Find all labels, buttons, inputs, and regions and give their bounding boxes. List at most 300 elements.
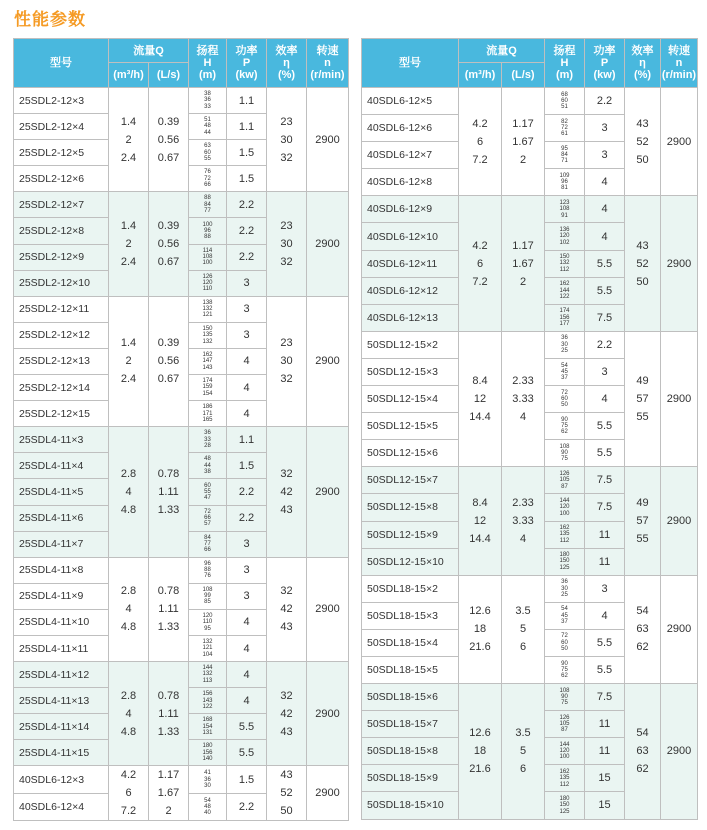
head-value: 147: [202, 358, 213, 365]
head-cell: [545, 684, 585, 711]
flow-m3h-value: 2: [125, 238, 132, 251]
head-value: 108: [202, 253, 213, 260]
head-value: 54: [204, 797, 211, 804]
flow-ls-value: 0.39: [157, 220, 180, 233]
flow-m3h-value: 4.8: [120, 725, 137, 738]
head-value: 66: [204, 181, 211, 188]
head-cell: [189, 714, 227, 740]
flow-unit-m3h-header: [109, 63, 149, 88]
efficiency-value: 43: [636, 117, 649, 130]
flow-m3h-value: 4.8: [120, 621, 137, 634]
power-cell: 4: [585, 602, 625, 629]
head-value: 138: [202, 299, 213, 306]
head-cell: [545, 792, 585, 819]
head-value: 180: [559, 552, 570, 559]
power-cell: 11: [585, 521, 625, 548]
flow-ls-value: 0.67: [157, 373, 180, 386]
flow-m3h-value: 6: [125, 787, 132, 800]
head-cell: [545, 304, 585, 331]
head-value: 95: [204, 625, 211, 632]
power-cell: 1.5: [227, 766, 267, 794]
flow-ls-cell: [502, 331, 545, 466]
power-cell: 3: [585, 142, 625, 169]
model-cell: 25SDL4-11×4: [14, 453, 109, 479]
head-value: 62: [561, 429, 568, 436]
head-value: 51: [204, 117, 211, 124]
head-cell: [545, 142, 585, 169]
head-value: 150: [559, 802, 570, 809]
table-row: [362, 575, 698, 602]
head-cell: [545, 413, 585, 440]
head-cell: [545, 331, 585, 358]
head-value: 30: [204, 782, 211, 789]
head-value: 60: [561, 395, 568, 402]
model-cell: 25SDL4-11×11: [14, 635, 109, 661]
head-value: 171: [202, 410, 213, 417]
flow-m3h-cell: [459, 331, 502, 466]
head-value: 121: [202, 645, 213, 652]
model-cell: 50SDL18-15×4: [362, 629, 459, 656]
efficiency-cell: [267, 296, 307, 426]
head-value: 60: [561, 639, 568, 646]
flow-ls-value: 0.78: [157, 585, 180, 598]
head-value: 33: [204, 436, 211, 443]
model-cell: 50SDL12-15×6: [362, 440, 459, 467]
head-cell: [189, 479, 227, 505]
head-value: 87: [561, 727, 568, 734]
efficiency-header-line: (%): [633, 69, 652, 81]
flow-m3h-value: 4.8: [120, 503, 137, 516]
flow-ls-value: 0.78: [157, 689, 180, 702]
head-value: 144: [559, 741, 570, 748]
flow-ls-value: 0.78: [157, 467, 180, 480]
head-value: 48: [204, 123, 211, 130]
efficiency-value: 42: [280, 485, 293, 498]
efficiency-cell: [625, 467, 661, 575]
flow-m3h-value: 8.4: [472, 375, 488, 388]
model-cell: 50SDL18-15×6: [362, 684, 459, 711]
flow-unit-label: (m³/h): [464, 69, 496, 81]
flow-ls-value: 2: [519, 153, 527, 166]
head-header-line: H: [203, 57, 212, 69]
head-value: 113: [202, 677, 213, 684]
model-cell: 40SDL6-12×4: [14, 793, 109, 821]
head-value: 45: [561, 368, 568, 375]
flow-ls-value: 1.67: [512, 257, 534, 270]
head-value: 108: [559, 443, 570, 450]
head-cell: [545, 467, 585, 494]
model-cell: 40SDL6-12×13: [362, 304, 459, 331]
flow-m3h-value: 2.4: [120, 373, 137, 386]
model-cell: 25SDL4-11×13: [14, 688, 109, 714]
head-value: 132: [202, 671, 213, 678]
efficiency-value: 32: [280, 467, 293, 480]
head-value: 36: [561, 335, 568, 342]
model-cell: 40SDL6-12×10: [362, 223, 459, 250]
table-row: [362, 331, 698, 358]
model-cell: 25SDL2-12×8: [14, 218, 109, 244]
head-value: 121: [202, 312, 213, 319]
efficiency-value: 50: [636, 153, 649, 166]
head-value: 75: [561, 456, 568, 463]
head-header: [189, 39, 227, 88]
model-cell: 40SDL6-12×7: [362, 142, 459, 169]
speed-header-line: 转速: [316, 45, 339, 57]
head-value: 120: [559, 748, 570, 755]
efficiency-value: 55: [636, 533, 649, 545]
flow-unit-ls-header: [149, 63, 189, 88]
efficiency-value: 52: [636, 257, 649, 270]
flow-m3h-value: 1.4: [120, 220, 137, 233]
model-cell: 50SDL12-15×5: [362, 413, 459, 440]
head-value: 135: [559, 775, 570, 782]
flow-m3h-value: 2: [125, 355, 132, 368]
flow-m3h-value: 14.4: [469, 411, 491, 424]
head-value: 143: [202, 364, 213, 371]
head-cell: [545, 765, 585, 792]
efficiency-value: 32: [280, 373, 293, 386]
table-row: [362, 684, 698, 711]
head-value: 154: [202, 390, 213, 397]
flow-ls-value: 1.33: [157, 503, 180, 516]
head-cell: [189, 375, 227, 401]
head-value: 136: [559, 227, 570, 234]
model-cell: 25SDL2-12×12: [14, 322, 109, 348]
power-header: [585, 39, 625, 88]
head-cell: [189, 114, 227, 140]
head-value: 36: [204, 97, 211, 104]
head-value: 150: [559, 254, 570, 261]
flow-ls-value: 2: [519, 275, 527, 288]
speed-header: [661, 39, 698, 88]
head-value: 90: [561, 693, 568, 700]
head-value: 100: [559, 510, 570, 517]
power-cell: 2.2: [227, 244, 267, 270]
efficiency-cell: [267, 427, 307, 557]
head-value: 54: [561, 606, 568, 613]
power-cell: 5.5: [585, 277, 625, 304]
power-cell: 15: [585, 792, 625, 819]
power-cell: 3: [227, 270, 267, 296]
head-value: 77: [204, 540, 211, 547]
model-cell: 50SDL18-15×9: [362, 765, 459, 792]
power-header-line: P: [242, 57, 251, 69]
power-cell: 3: [585, 358, 625, 385]
power-cell: 4: [227, 688, 267, 714]
head-cell: [545, 277, 585, 304]
table-row: [362, 196, 698, 223]
model-cell: 40SDL6-12×11: [362, 250, 459, 277]
efficiency-value: 54: [636, 605, 649, 618]
flow-ls-cell: [149, 192, 189, 296]
power-cell: 3: [585, 115, 625, 142]
head-value: 126: [202, 273, 213, 280]
efficiency-value: 43: [280, 503, 293, 516]
flow-unit-ls-header: [502, 63, 545, 88]
flow-ls-value: 5: [519, 623, 527, 636]
head-header-line: 扬程: [196, 45, 219, 57]
efficiency-cell: [625, 331, 661, 466]
power-cell: 7.5: [585, 494, 625, 521]
head-value: 85: [204, 599, 211, 606]
power-cell: 4: [227, 375, 267, 401]
head-value: 162: [559, 281, 570, 288]
power-cell: 2.2: [227, 505, 267, 531]
performance-table-left: [13, 38, 349, 821]
power-cell: 2.2: [227, 192, 267, 218]
head-value: 100: [202, 221, 213, 228]
flow-m3h-value: 18: [473, 623, 487, 636]
model-cell: 25SDL4-11×6: [14, 505, 109, 531]
head-cell: [545, 440, 585, 467]
flow-unit-label: (L/s): [156, 69, 181, 81]
speed-header-line: (r/min): [661, 69, 697, 81]
flow-ls-value: 1.33: [157, 725, 180, 738]
flow-ls-cell: [149, 88, 189, 192]
head-value: 76: [204, 169, 211, 176]
model-cell: 50SDL12-15×4: [362, 386, 459, 413]
power-cell: 7.5: [585, 304, 625, 331]
power-cell: 2.2: [227, 218, 267, 244]
head-value: 60: [204, 149, 211, 156]
power-header-line: 功率: [235, 45, 258, 57]
head-value: 114: [202, 247, 213, 254]
head-cell: [189, 270, 227, 296]
head-value: 48: [204, 456, 211, 463]
efficiency-cell: [267, 88, 307, 192]
efficiency-value: 62: [636, 641, 649, 654]
efficiency-value: 43: [280, 769, 293, 782]
power-header-line: (kw): [593, 69, 616, 81]
flow-ls-cell: [149, 766, 189, 821]
efficiency-value: 32: [280, 256, 293, 269]
flow-ls-value: 2: [165, 805, 172, 818]
efficiency-value: 42: [280, 707, 293, 720]
head-value: 63: [204, 143, 211, 150]
flow-m3h-cell: [459, 575, 502, 683]
efficiency-header: [267, 39, 307, 88]
model-header-label: 型号: [50, 57, 72, 69]
power-cell: 15: [585, 765, 625, 792]
head-value: 72: [561, 633, 568, 640]
efficiency-cell: [625, 684, 661, 819]
flow-m3h-value: 2.4: [120, 151, 137, 164]
flow-header: [459, 39, 545, 63]
flow-ls-value: 1.17: [512, 239, 534, 252]
speed-header-line: (r/min): [310, 69, 345, 81]
flow-m3h-cell: [109, 192, 149, 296]
head-value: 30: [561, 341, 568, 348]
flow-m3h-value: 6: [476, 135, 484, 148]
efficiency-value: 52: [280, 787, 293, 800]
head-value: 120: [559, 504, 570, 511]
head-value: 57: [204, 521, 211, 528]
power-cell: 3: [227, 557, 267, 583]
head-cell: [189, 583, 227, 609]
power-cell: 3: [227, 583, 267, 609]
head-value: 44: [204, 129, 211, 136]
power-cell: 11: [585, 711, 625, 738]
model-cell: 25SDL2-12×10: [14, 270, 109, 296]
head-cell: [545, 602, 585, 629]
efficiency-value: 30: [280, 355, 293, 368]
flow-ls-cell: [149, 557, 189, 661]
head-cell: [545, 548, 585, 575]
efficiency-cell: [267, 662, 307, 766]
efficiency-value: 62: [636, 763, 649, 776]
model-cell: 25SDL4-11×8: [14, 557, 109, 583]
flow-m3h-value: 2.8: [120, 585, 137, 598]
power-cell: 5.5: [585, 250, 625, 277]
head-value: 90: [561, 416, 568, 423]
flow-m3h-value: 2.4: [120, 256, 137, 269]
head-value: 132: [202, 639, 213, 646]
table-row: [14, 662, 349, 688]
head-cell: [545, 656, 585, 683]
model-cell: 50SDL18-15×2: [362, 575, 459, 602]
speed-cell: [307, 88, 349, 192]
model-cell: 50SDL12-15×10: [362, 548, 459, 575]
flow-ls-value: 1.11: [158, 485, 179, 498]
efficiency-cell: [625, 196, 661, 331]
flow-m3h-value: 4: [125, 485, 132, 498]
flow-m3h-value: 18: [473, 745, 487, 758]
head-value: 110: [202, 286, 213, 293]
head-value: 61: [561, 131, 568, 138]
head-value: 36: [561, 579, 568, 586]
head-value: 55: [204, 155, 211, 162]
head-value: 165: [202, 416, 213, 423]
efficiency-value: 49: [636, 375, 649, 388]
efficiency-value: 57: [636, 515, 649, 527]
model-cell: 25SDL4-11×10: [14, 609, 109, 635]
head-cell: [545, 575, 585, 602]
power-header: [227, 39, 267, 88]
head-value: 72: [204, 175, 211, 182]
head-value: 122: [559, 293, 570, 300]
efficiency-header-line: η: [639, 57, 646, 69]
flow-m3h-cell: [459, 88, 502, 196]
head-value: 159: [202, 384, 213, 391]
model-cell: 40SDL6-12×3: [14, 766, 109, 794]
speed-value: 2900: [315, 133, 340, 146]
performance-table-right: [361, 38, 698, 820]
head-cell: [189, 635, 227, 661]
head-value: 87: [561, 483, 568, 490]
model-cell: 25SDL4-11×9: [14, 583, 109, 609]
model-cell: 50SDL12-15×2: [362, 331, 459, 358]
efficiency-value: 50: [636, 275, 649, 288]
head-value: 150: [202, 325, 213, 332]
head-value: 55: [204, 488, 211, 495]
flow-m3h-cell: [109, 427, 149, 557]
flow-m3h-cell: [109, 662, 149, 766]
power-cell: 4: [585, 196, 625, 223]
head-value: 105: [559, 477, 570, 484]
flow-ls-value: 0.56: [157, 133, 180, 146]
head-value: 75: [561, 700, 568, 707]
head-value: 112: [559, 537, 570, 544]
efficiency-value: 63: [636, 745, 649, 758]
head-cell: [189, 609, 227, 635]
power-cell: 1.5: [227, 140, 267, 166]
head-value: 109: [559, 172, 570, 179]
head-value: 38: [204, 469, 211, 475]
flow-ls-cell: [149, 662, 189, 766]
power-cell: 1.5: [227, 166, 267, 192]
power-cell: 4: [227, 401, 267, 427]
model-header-label: 型号: [399, 57, 421, 69]
efficiency-value: 63: [636, 623, 649, 636]
flow-m3h-value: 1.4: [120, 337, 137, 350]
model-cell: 25SDL2-12×4: [14, 114, 109, 140]
flow-ls-cell: [502, 684, 545, 819]
head-value: 88: [204, 567, 211, 574]
flow-m3h-value: 4.2: [472, 117, 488, 130]
head-value: 102: [559, 239, 570, 246]
head-value: 143: [202, 697, 213, 704]
power-cell: 7.5: [585, 467, 625, 494]
head-value: 91: [561, 212, 568, 219]
head-cell: [189, 218, 227, 244]
head-value: 25: [561, 591, 568, 598]
flow-ls-value: 1.67: [157, 787, 180, 800]
flow-m3h-value: 4: [125, 603, 132, 616]
head-value: 180: [559, 796, 570, 803]
efficiency-header: [625, 39, 661, 88]
table-row: [14, 192, 349, 218]
flow-ls-value: 3.5: [515, 727, 531, 740]
power-cell: 1.1: [227, 114, 267, 140]
efficiency-value: 32: [280, 585, 293, 598]
head-value: 174: [559, 308, 570, 315]
head-value: 77: [204, 208, 211, 215]
head-value: 48: [204, 804, 211, 811]
head-header-line: (m): [198, 69, 217, 81]
flow-ls-value: 0.56: [157, 238, 180, 251]
head-cell: [545, 521, 585, 548]
power-cell: 4: [227, 609, 267, 635]
head-value: 150: [559, 558, 570, 565]
speed-cell: [661, 467, 698, 575]
head-cell: [189, 688, 227, 714]
flow-m3h-value: 8.4: [472, 497, 488, 509]
model-cell: 40SDL6-12×8: [362, 169, 459, 196]
efficiency-value: 55: [636, 411, 649, 424]
header-row: [362, 39, 698, 63]
speed-cell: [307, 662, 349, 766]
efficiency-value: 30: [280, 238, 293, 251]
flow-ls-value: 6: [519, 763, 527, 776]
power-cell: 3: [227, 322, 267, 348]
flow-ls-value: 3.33: [512, 393, 534, 406]
flow-m3h-cell: [459, 684, 502, 819]
head-value: 62: [561, 673, 568, 680]
head-value: 47: [204, 495, 211, 502]
head-value: 162: [202, 352, 213, 359]
power-cell: 11: [585, 738, 625, 765]
head-cell: [189, 244, 227, 270]
head-value: 112: [559, 266, 570, 273]
head-value: 72: [561, 124, 568, 131]
head-value: 84: [561, 152, 568, 159]
head-value: 144: [559, 498, 570, 504]
power-cell: 4: [227, 348, 267, 374]
model-cell: 50SDL12-15×7: [362, 467, 459, 494]
head-value: 156: [559, 314, 570, 321]
head-value: 108: [559, 687, 570, 694]
model-cell: 25SDL2-12×3: [14, 88, 109, 114]
